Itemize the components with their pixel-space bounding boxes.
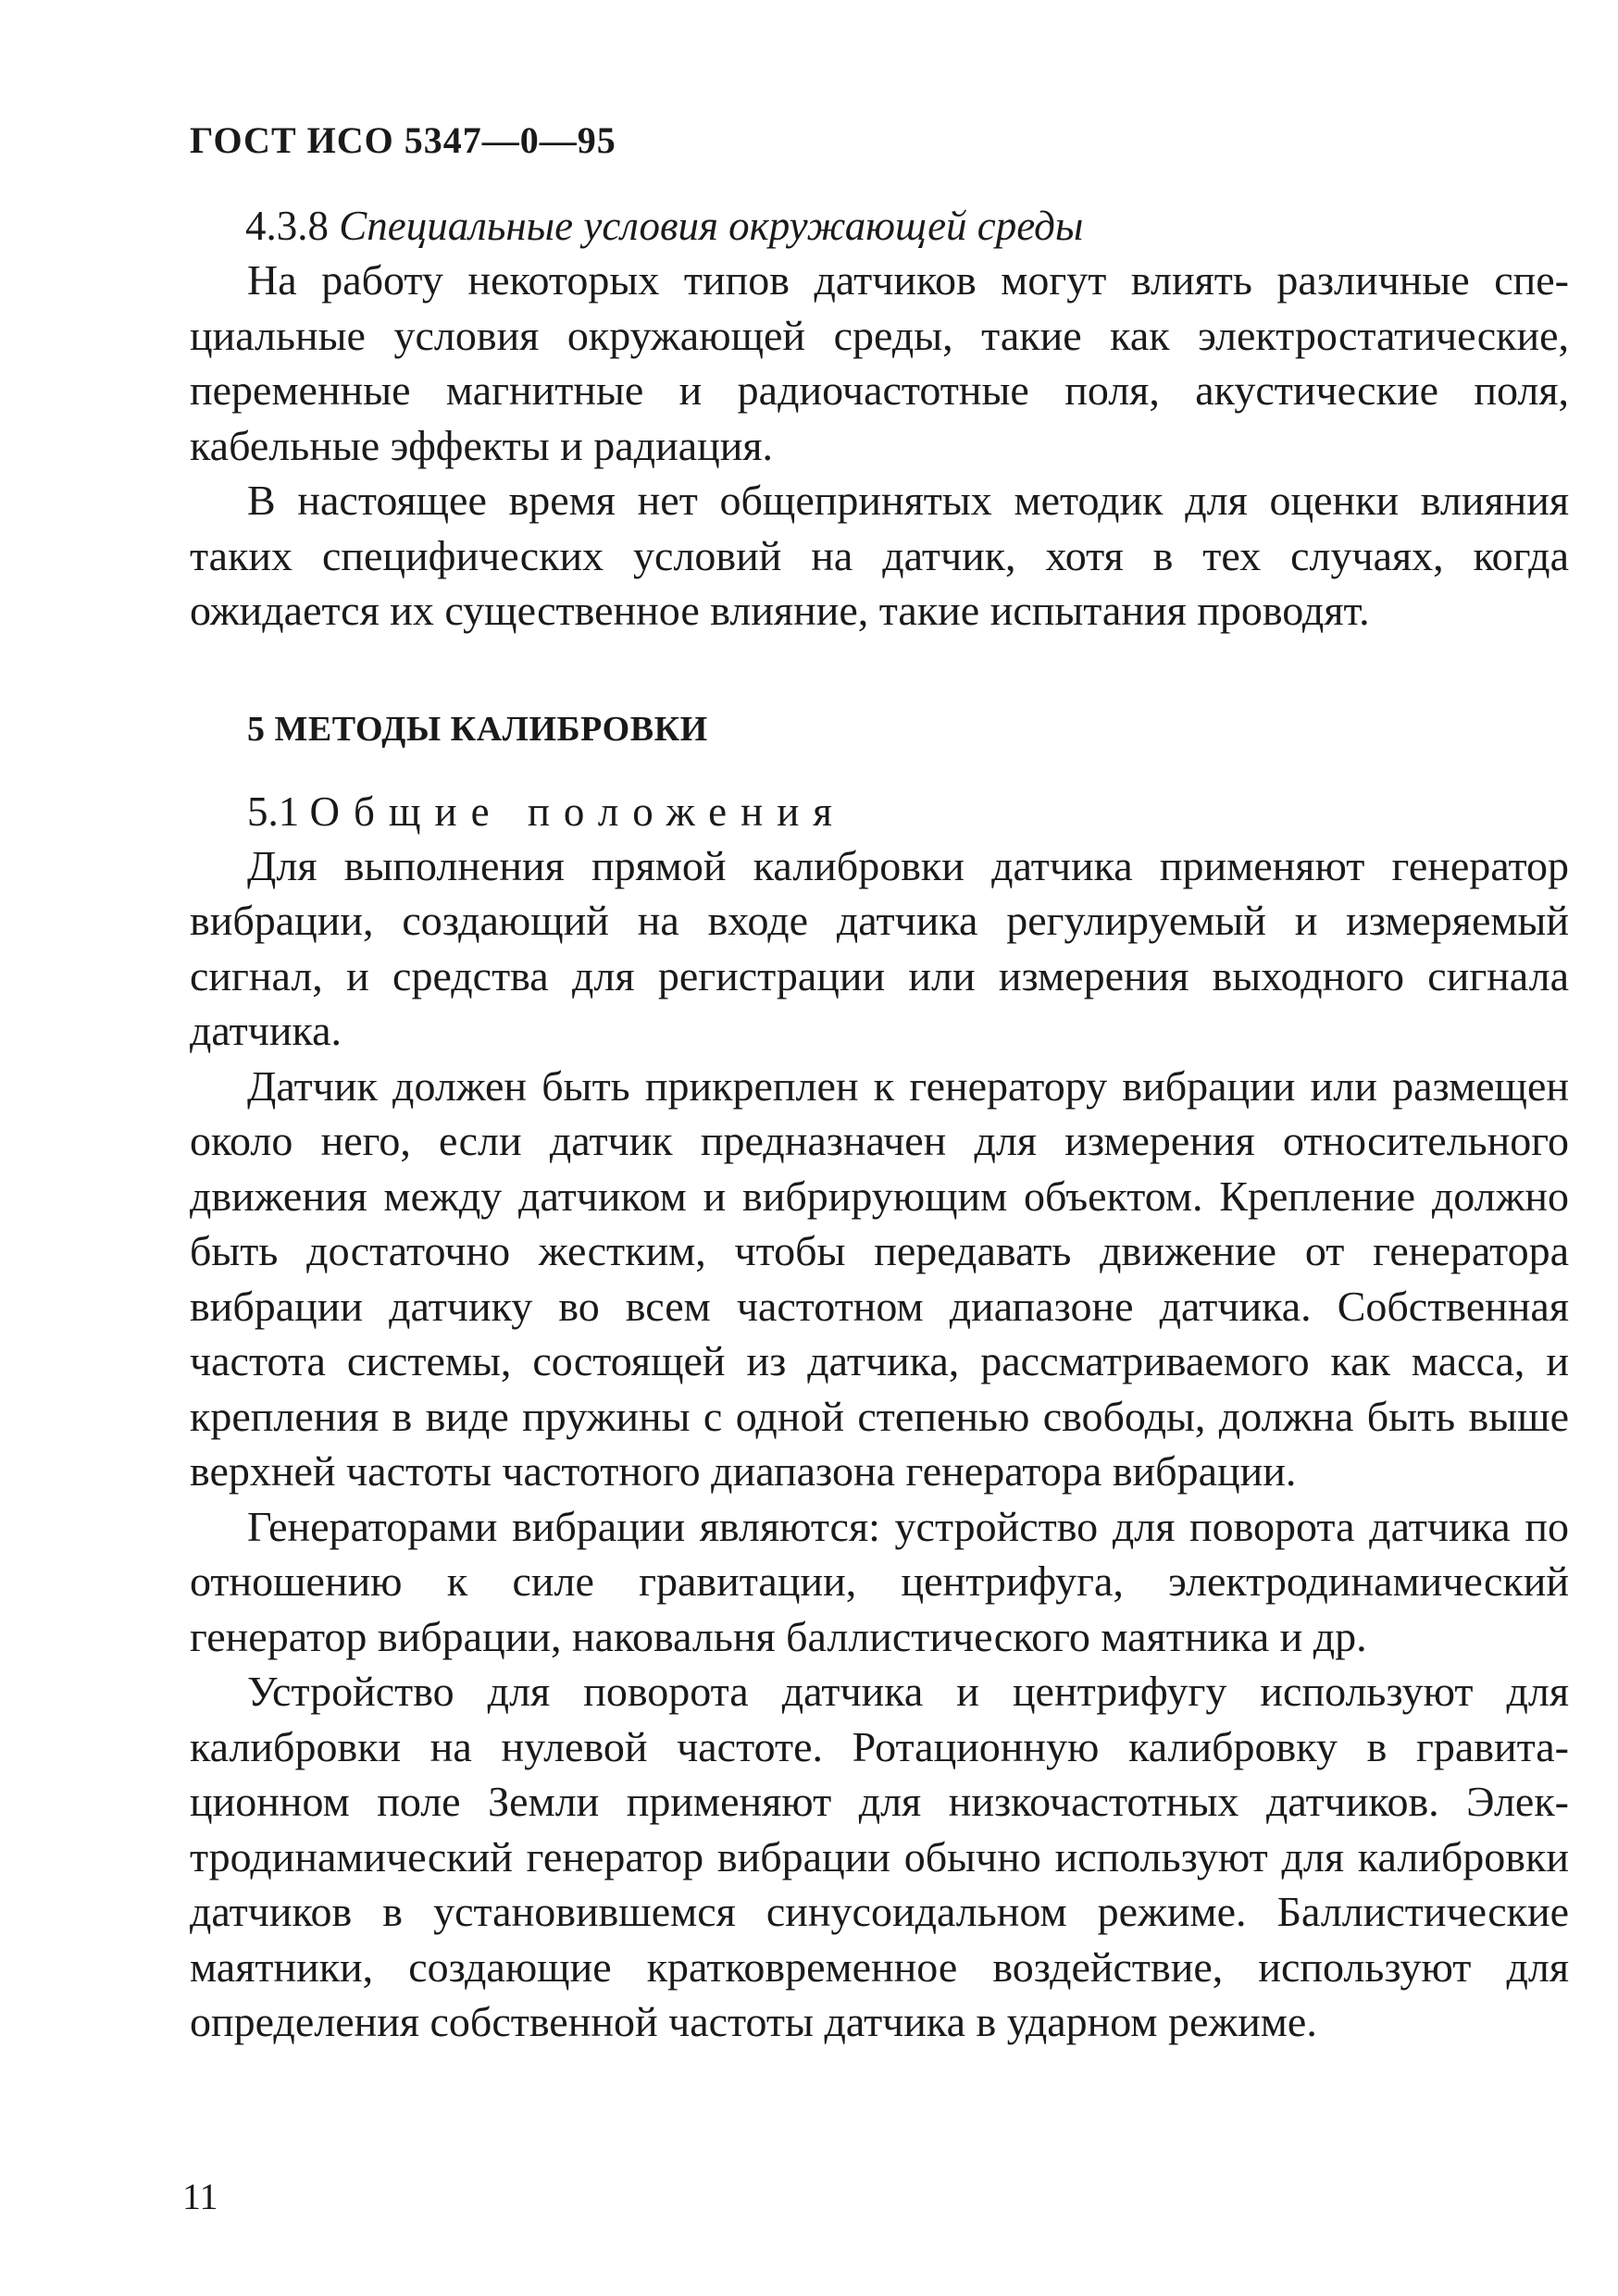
subsection-number: 4.3.8 [245,203,329,249]
subsection-heading-5-1 [247,785,1569,838]
paragraph: Устройство для поворота датчика и центрифугу используют для калибровки на нулевой частоте. Ротационную калибровку в гравитационном поле Земли применяют для низкочастотных датчиков. Электродинамический генератор вибрации обычно используют для калибровки датчиков в установившемся синусоидальном режиме. Баллистические маятники, создающие кратковременное воздействие, используют для определения собственной частоты датчика в ударном режиме. [190,1668,1569,2045]
subsection-title: Общие положения [309,788,847,835]
subsection-number: 5.1 [247,788,300,835]
paragraph: Генераторами вибрации являются: устройство для поворота датчика по отношению к силе гравитации, центрифуга, электродинамический генератор вибрации, наковальня баллистического маятника и др. [190,1502,1569,1660]
section-heading-5: 5 МЕТОДЫ КАЛИБРОВКИ [247,709,708,749]
paragraph: На работу некоторых типов датчиков могут влиять различные специальные условия окружающей среды, такие как электростатические, переменные магнитные и радиочастотные поля, акустические поля, кабельные эффекты и радиация. [190,256,1569,469]
paragraph: Датчик должен быть прикреплен к генератору вибрации или размещен около него, если датчик предназначен для измерения относительного движения между датчиком и вибрирующим объектом. Крепление должно быть достаточно жестким, чтобы передавать движение от генератора вибрации датчику во всем частотном диапазоне датчика. Собственная частота системы, состоящей из датчика, рассматриваемого как масса, и крепления в виде пружины с одной степенью свободы, должна быть выше верхней частоты частотного диапазона генератора вибрации. [190,1061,1569,1495]
subsection-title: Специальные условия окружающей среды [339,203,1084,249]
page-content [190,199,1569,2050]
paragraph: Для выполнения прямой калибровки датчика применяют генератор вибрации, создающий на входе датчика регулируемый и измеряемый сигнал, и средства для регистрации или измерения выходного сигнала датчика. [190,841,1569,1054]
page-number: 11 [182,2176,218,2217]
subsection-heading-4-3-8 [245,199,1569,253]
running-header: ГОСТ ИСО 5347—0—95 [190,119,616,161]
paragraph: В настоящее время нет общепринятых методик для оценки влияния таких специфических условий на датчик, хотя в тех случаях, когда ожидается их существенное влияние, такие испытания проводят. [190,477,1569,634]
